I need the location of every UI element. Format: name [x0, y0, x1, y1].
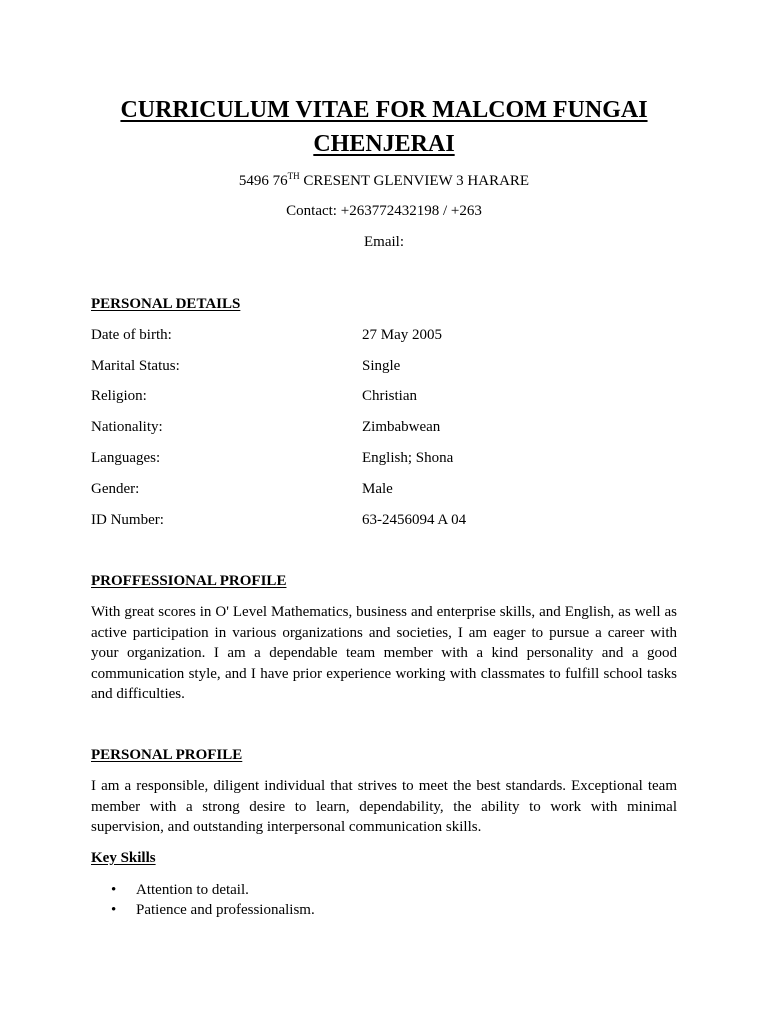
address-line [90, 172, 678, 190]
detail-label: Date of birth: [91, 327, 172, 343]
detail-value: Single [362, 358, 401, 374]
detail-label: Religion: [91, 388, 147, 404]
detail-value: Male [362, 481, 393, 497]
detail-row-marital-status [91, 357, 679, 375]
professional-profile-heading: PROFFESSIONAL PROFILE [91, 573, 287, 589]
list-item [91, 880, 677, 900]
address-number: 5496 76 [238, 173, 288, 189]
bullet-icon: • [111, 882, 117, 898]
detail-value: 63-2456094 A 04 [362, 512, 467, 528]
detail-value: Zimbabwean [362, 419, 441, 435]
address-ordinal-suffix: TH [287, 171, 300, 181]
skill-text: Attention to detail. [136, 882, 249, 898]
key-skills-list [91, 880, 677, 921]
detail-value: Christian [362, 388, 417, 404]
key-skills-heading: Key Skills [91, 850, 156, 866]
contact-line: Contact: +263772432198 / +263 [286, 203, 482, 219]
personal-profile-text: I am a responsible, diligent individual that strives to meet the best standards. Exceptional team member with a strong desire to learn, dependability, the ability to work with minimal supervision, and outstanding interpersonal communication skills. [91, 778, 677, 836]
bullet-icon: • [111, 902, 117, 919]
detail-row-languages [91, 449, 679, 467]
email-line: Email: [364, 234, 404, 250]
detail-label: ID Number: [91, 512, 164, 528]
detail-row-nationality [91, 418, 679, 436]
address-street: CRESENT GLENVIEW 3 HARARE [299, 173, 530, 189]
personal-profile-heading: PERSONAL PROFILE [91, 747, 243, 763]
document-title: CURRICULUM VITAE FOR MALCOM FUNGAI CHENJERAI [120, 97, 648, 157]
personal-details-heading: PERSONAL DETAILS [91, 296, 241, 312]
detail-label: Gender: [91, 481, 140, 497]
skill-text: Patience and professionalism. [136, 902, 315, 919]
detail-row-gender [91, 480, 679, 498]
detail-label: Languages: [91, 450, 161, 466]
detail-value: English; Shona [362, 450, 454, 466]
professional-profile-text: With great scores in O' Level Mathematics, business and enterprise skills, and English, as well as active participation in various organizations and societies, I am eager to pursue a career with your organization. I am a dependable team member with a kind personality and a good communication style, and I have prior experience working with classmates to fulfill school tasks and difficulties. [91, 604, 677, 703]
detail-row-id-number [91, 511, 679, 529]
detail-row-date-of-birth [91, 326, 679, 344]
detail-row-religion [91, 387, 679, 405]
detail-label: Nationality: [91, 419, 163, 435]
detail-value: 27 May 2005 [362, 327, 442, 343]
detail-label: Marital Status: [91, 358, 180, 374]
list-item [91, 900, 677, 920]
